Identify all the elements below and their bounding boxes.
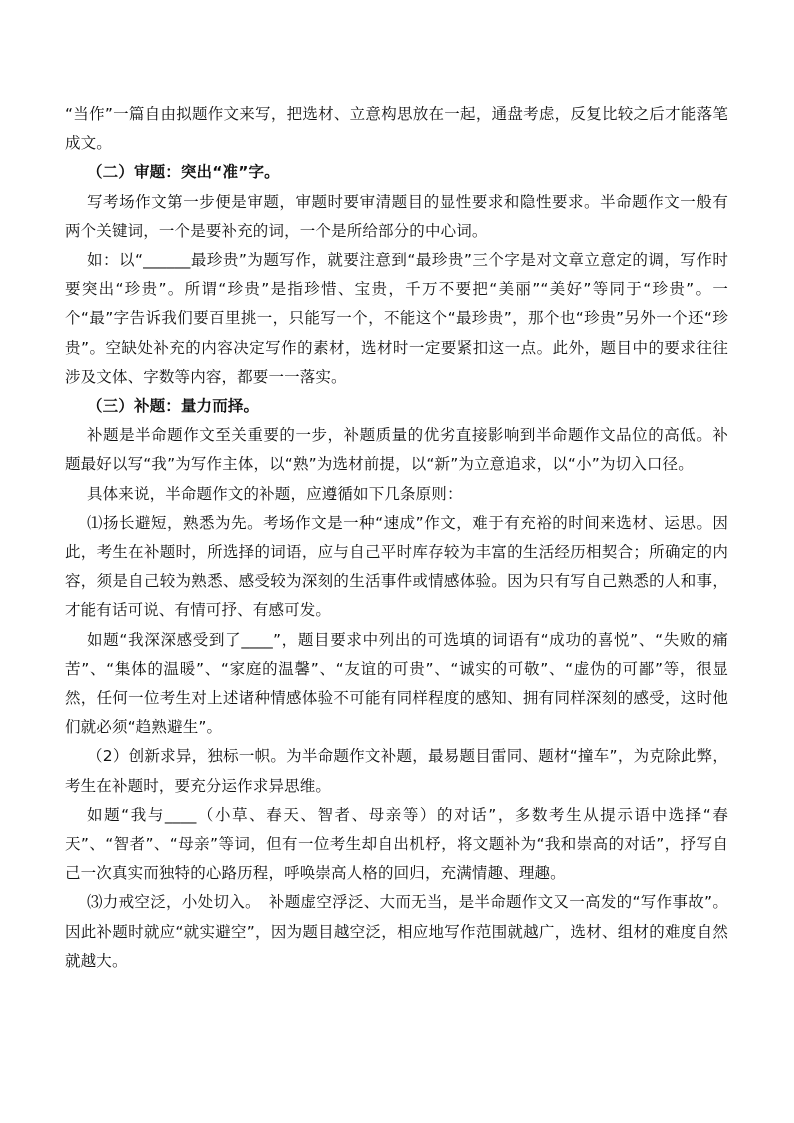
paragraph-principle-2: （2）创新求异，独标一帜。为半命题作文补题，最易题目雷同、题材“撞车”，为克除此弊，考生在补题时，要充分运作求异思维。 [65,747,728,795]
paragraph-principle-1: ⑴扬长避短，熟悉为先。考场作文是一种“速成”作文，难于有充裕的时间来选材、运思。因此，考生在补题时，所选择的词语，应与自己平时库存较为丰富的生活经历相契合；所确定的内容，须是自己较为熟悉、感受较为深刻的生活事件或情感体验。因为只有写自己熟悉的人和事，才能有话可说、有情可抒、有感可发。 [65,513,728,620]
paragraph-continuation: “当作”一篇自由拟题作文来写，把选材、立意构思放在一起，通盘考虑，反复比较之后才能落笔成文。 [65,105,728,153]
paragraph-principle-3: ⑶力戒空泛，小处切入。 补题虚空浮泛、大而无当，是半命题作文又一高发的“写作事故”。因此补题时就应“就实避空”，因为题目越空泛，相应地写作范围就越广，选材、组材的难度自然就越大。 [65,893,728,970]
paragraph: 如：以“______最珍贵”为题写作，就要注意到“最珍贵”三个字是对文章立意定的调，写作时要突出“珍贵”。所谓“珍贵”是指珍惜、宝贵，千万不要把“美丽”“美好”等同于“珍贵”。一个“最”字告诉我们要百里挑一，只能写一个，不能这个“最珍贵”，那个也“珍贵”另外一个还“珍贵”。空缺处补充的内容决定写作的素材，选材时一定要紧扣这一点。此外，题目中的要求往往涉及文体、字数等内容，都要一一落实。 [65,251,728,386]
paragraph-example-1: 如题“我深深感受到了____”，题目要求中列出的可选填的词语有“成功的喜悦”、“失败的痛苦”、“集体的温暖”、“家庭的温馨”、“友谊的可贵”、“诚实的可敬”、“虚伪的可鄙”等，很显然，任何一位考生对上述诸种情感体验不可能有同样程度的感知、拥有同样深刻的感受，这时他们就必须“趋熟避生”。 [65,630,728,737]
paragraph-example-2: 如题“我与____（小草、春天、智者、母亲等）的对话”，多数考生从提示语中选择“春天”、“智者”、“母亲”等词，但有一位考生却自出机杼，将文题补为“我和崇高的对话”，抒写自己一次真实而独特的心路历程，呼唤崇高人格的回归，充满情趣、理趣。 [65,805,728,883]
paragraph: 写考场作文第一步便是审题，审题时要审清题目的显性要求和隐性要求。半命题作文一般有两个关键词，一个是要补充的词，一个是所给部分的中心词。 [65,192,728,240]
paragraph: 补题是半命题作文至关重要的一步，补题质量的优劣直接影响到半命题作文品位的高低。补题最好以写“我”为写作主体，以“熟”为选材前提，以“新”为立意追求，以“小”为切入口径。 [65,426,728,474]
section-heading-buti: （三）补题：量力而择。 [87,397,260,416]
section-heading-shenti: （二）审题：突出“准”字。 [87,163,280,182]
paragraph: 具体来说，半命题作文的补题，应遵循如下几条原则： [87,484,463,503]
document-body [65,100,728,976]
